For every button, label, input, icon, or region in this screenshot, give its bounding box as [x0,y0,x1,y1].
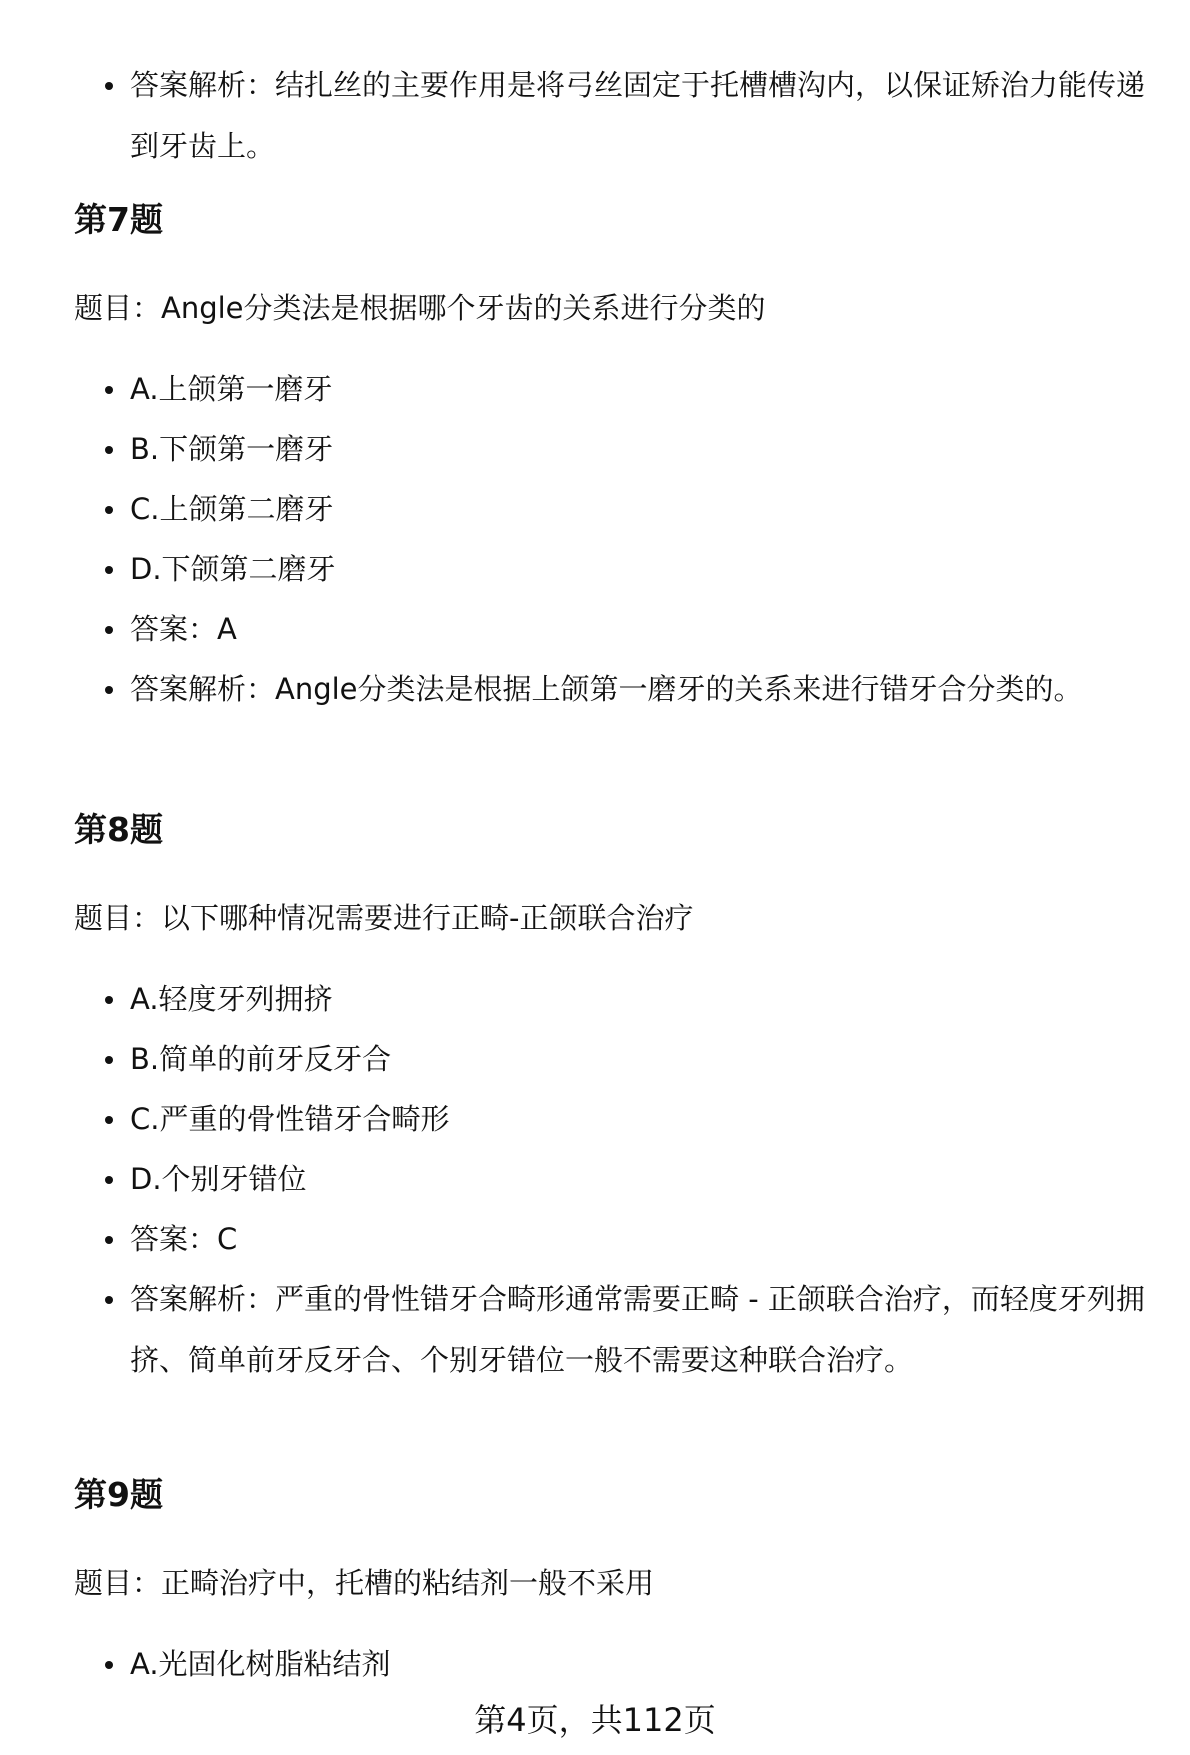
question-7-title: 第7题 [74,200,163,239]
question-9-option-a: A.光固化树脂粘结剂 [130,1634,391,1695]
question-7-option-b: B.下颌第一磨牙 [130,419,333,480]
question-7-option-d: D.下颌第二磨牙 [130,539,336,600]
page-footer: 第4页，共112页 [474,1701,716,1739]
question-8-option-b: B.简单的前牙反牙合 [130,1029,391,1090]
question-7-answer: 答案：A [130,599,237,660]
question-8-answer: 答案：C [130,1209,237,1270]
question-8-option-c: C.严重的骨性错牙合畸形 [130,1089,449,1150]
question-8-text: 题目：以下哪种情况需要进行正畸-正颌联合治疗 [74,901,694,935]
question-8-explanation: 答案解析：严重的骨性错牙合畸形通常需要正畸 - 正颌联合治疗，而轻度牙列拥挤、简单前牙反牙合、个别牙错位一般不需要这种联合治疗。 [130,1269,1170,1391]
question-7-option-a: A.上颌第一磨牙 [130,359,333,420]
question-7-explanation: 答案解析：Angle分类法是根据上颌第一磨牙的关系来进行错牙合分类的。 [130,659,1083,720]
question-9-title: 第9题 [74,1475,163,1514]
prev-answer-explanation: 答案解析：结扎丝的主要作用是将弓丝固定于托槽槽沟内，以保证矫治力能传递到牙齿上。 [130,55,1170,177]
question-8-title: 第8题 [74,810,163,849]
question-7-text: 题目：Angle分类法是根据哪个牙齿的关系进行分类的 [74,291,766,325]
question-8-option-a: A.轻度牙列拥挤 [130,969,333,1030]
question-9-text: 题目：正畸治疗中，托槽的粘结剂一般不采用 [74,1566,655,1600]
question-8-option-d: D.个别牙错位 [130,1149,307,1210]
question-7-option-c: C.上颌第二磨牙 [130,479,333,540]
